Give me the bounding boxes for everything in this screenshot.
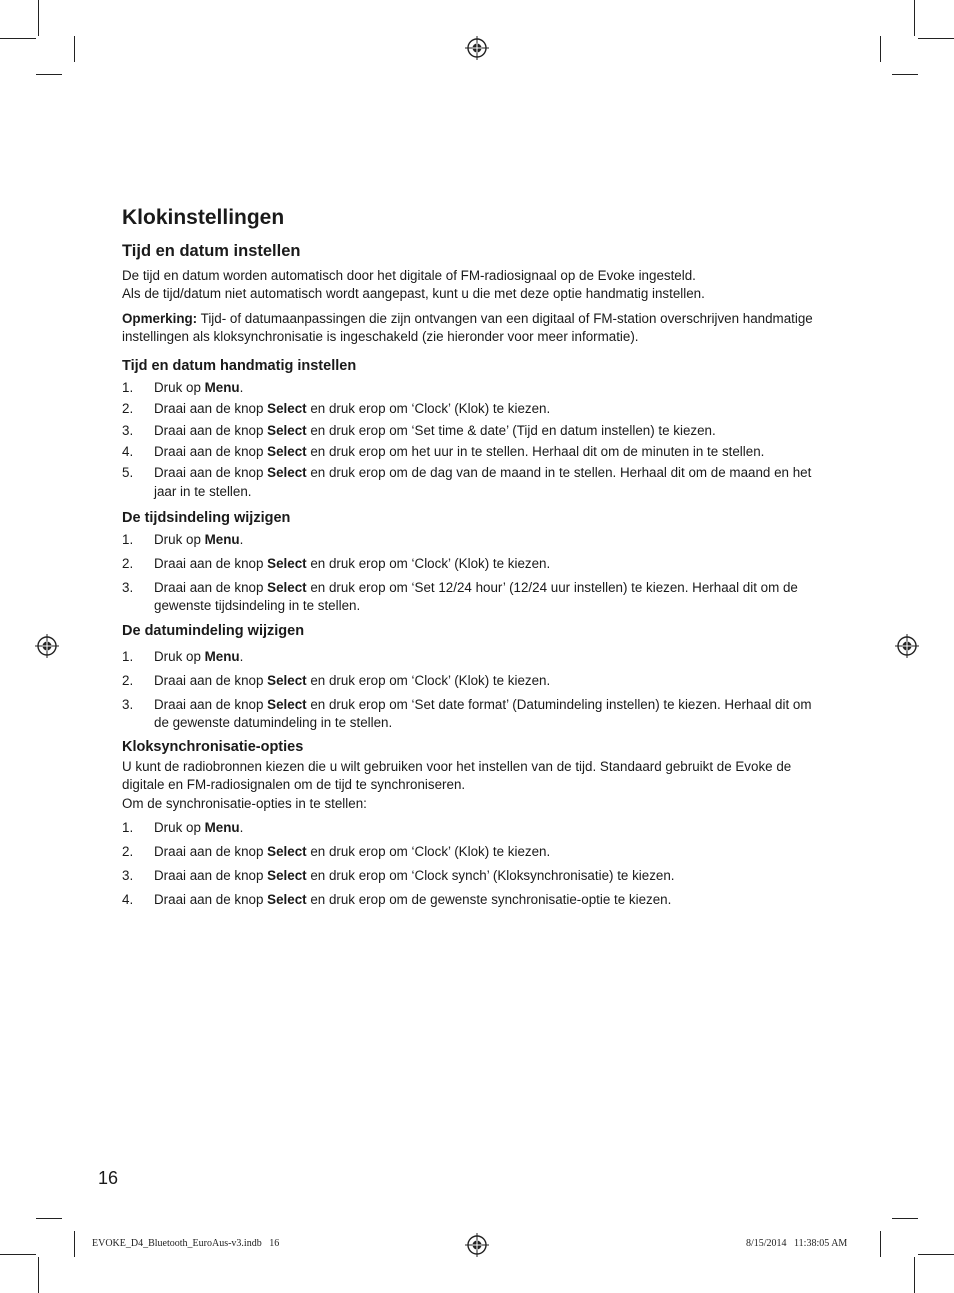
select-keyword: Select	[267, 555, 307, 571]
step-number: 1.	[122, 648, 134, 664]
crop-mark	[914, 0, 915, 36]
menu-keyword: Menu	[204, 380, 240, 396]
step-number: 2.	[122, 843, 134, 859]
crop-mark	[0, 1254, 36, 1255]
step-number: 1.	[122, 819, 134, 835]
step-number: 5.	[122, 465, 134, 481]
subsection-heading: Kloksynchronisatie-opties	[122, 739, 304, 756]
list-item: 2. Draai aan de knop Select en druk erop om ‘Clock’ (Klok) te kiezen.	[122, 400, 822, 418]
menu-keyword: Menu	[204, 819, 240, 835]
list-item: 3. Draai aan de knop Select en druk erop om ‘Set time & date’ (Tijd en datum instellen) te kiezen.	[122, 422, 822, 440]
select-keyword: Select	[267, 696, 307, 712]
select-keyword: Select	[267, 465, 307, 481]
crop-mark	[38, 1257, 39, 1293]
step-number: 3.	[122, 867, 134, 883]
crop-mark	[0, 38, 36, 39]
page-title: Klokinstellingen	[122, 206, 285, 229]
sync-section	[122, 738, 822, 909]
timeformat-section	[122, 509, 822, 616]
page-number: 16	[98, 1168, 119, 1188]
list-item: 2. Draai aan de knop Select en druk erop om ‘Clock’ (Klok) te kiezen.	[122, 843, 822, 861]
step-number: 3.	[122, 422, 134, 438]
registration-mark-icon	[465, 36, 489, 60]
crop-mark	[880, 1231, 881, 1257]
select-keyword: Select	[267, 672, 307, 688]
manual-section	[122, 357, 822, 501]
crop-mark	[892, 1218, 918, 1219]
crop-mark	[74, 36, 75, 62]
sync-paragraph: Om de synchronisatie-opties in te stellen:	[122, 795, 367, 811]
select-keyword: Select	[267, 843, 307, 859]
list-item: 1. Druk op Menu.	[122, 648, 822, 666]
crop-mark	[918, 38, 954, 39]
intro-paragraph: Als de tijd/datum niet automatisch wordt aangepast, kunt u die met deze optie handmatig instellen.	[122, 286, 705, 302]
list-item: 2. Draai aan de knop Select en druk erop om ‘Clock’ (Klok) te kiezen.	[122, 672, 822, 690]
registration-mark-icon	[895, 634, 919, 658]
list-item: 1. Druk op Menu.	[122, 531, 822, 549]
list-item: 4. Draai aan de knop Select en druk erop om de gewenste synchronisatie-optie te kiezen.	[122, 891, 822, 909]
list-item: 3. Draai aan de knop Select en druk erop om ‘Set date format’ (Datumindeling instellen) te kiezen. Herhaal dit om de gewenste datumindeling in te stellen.	[122, 696, 812, 730]
subsection-heading: De datumindeling wijzigen	[122, 622, 305, 639]
slug-filename: EVOKE_D4_Bluetooth_EuroAus-v3.indb 16	[92, 1238, 280, 1249]
subsection-heading: De tijdsindeling wijzigen	[122, 509, 291, 526]
list-item: 5. Draai aan de knop Select en druk erop om de dag van de maand in te stellen. Herhaal dit om de maand en het jaar in te stellen.	[122, 465, 812, 499]
step-number: 2.	[122, 401, 134, 417]
step-number: 2.	[122, 555, 134, 571]
list-item: 3. Draai aan de knop Select en druk erop om ‘Clock synch’ (Kloksynchronisatie) te kiezen.	[122, 867, 822, 885]
page-content	[122, 205, 822, 915]
note-label: Opmerking:	[122, 310, 198, 326]
dateformat-section	[122, 622, 822, 733]
list-item: 1. Druk op Menu.	[122, 819, 822, 837]
section-heading: Tijd en datum instellen	[122, 242, 301, 260]
step-number: 4.	[122, 444, 134, 460]
list-item: 2. Draai aan de knop Select en druk erop om ‘Clock’ (Klok) te kiezen.	[122, 555, 822, 573]
step-number: 3.	[122, 696, 134, 712]
intro-paragraph: De tijd en datum worden automatisch door het digitale of FM-radiosignaal op de Evoke ingesteld.	[122, 268, 696, 283]
crop-mark	[36, 1218, 62, 1219]
menu-keyword: Menu	[204, 648, 240, 664]
crop-mark	[914, 1257, 915, 1293]
list-item: 1. Druk op Menu.	[122, 379, 822, 397]
step-number: 1.	[122, 531, 134, 547]
crop-mark	[74, 1231, 75, 1257]
step-number: 1.	[122, 380, 134, 396]
crop-mark	[36, 74, 62, 75]
registration-mark-icon	[465, 1233, 489, 1257]
note-paragraph	[122, 310, 822, 347]
select-keyword: Select	[267, 444, 307, 460]
menu-keyword: Menu	[204, 531, 240, 547]
step-number: 4.	[122, 891, 134, 907]
select-keyword: Select	[267, 867, 307, 883]
crop-mark	[880, 36, 881, 62]
crop-mark	[918, 1254, 954, 1255]
crop-mark	[892, 74, 918, 75]
select-keyword: Select	[267, 579, 307, 595]
step-number: 3.	[122, 579, 134, 595]
step-number: 2.	[122, 672, 134, 688]
slug-timestamp: 8/15/2014 11:38:05 AM	[746, 1238, 848, 1249]
crop-mark	[38, 0, 39, 36]
registration-mark-icon	[35, 634, 59, 658]
list-item: 4. Draai aan de knop Select en druk erop om het uur in te stellen. Herhaal dit om de minuten in te stellen.	[122, 443, 822, 461]
select-keyword: Select	[267, 891, 307, 907]
subsection-heading: Tijd en datum handmatig instellen	[122, 358, 357, 375]
list-item: 3. Draai aan de knop Select en druk erop om ‘Set 12/24 hour’ (12/24 uur instellen) te kiezen. Herhaal dit om de gewenste tijdsindeling in te stellen.	[122, 579, 798, 614]
select-keyword: Select	[267, 401, 307, 417]
note-text: Tijd- of datumaanpassingen die zijn ontvangen van een digitaal of FM-station overschrijven handmatige instellingen als kloksynchronisatie is ingeschakeld (zie hieronder voor meer informatie).	[122, 310, 813, 344]
sync-paragraph: U kunt de radiobronnen kiezen die u wilt gebruiken voor het instellen van de tijd. Standaard gebruikt de Evoke de digitale en FM-radiosignalen om de tijd te synchroniseren.	[122, 759, 792, 793]
select-keyword: Select	[267, 422, 307, 438]
